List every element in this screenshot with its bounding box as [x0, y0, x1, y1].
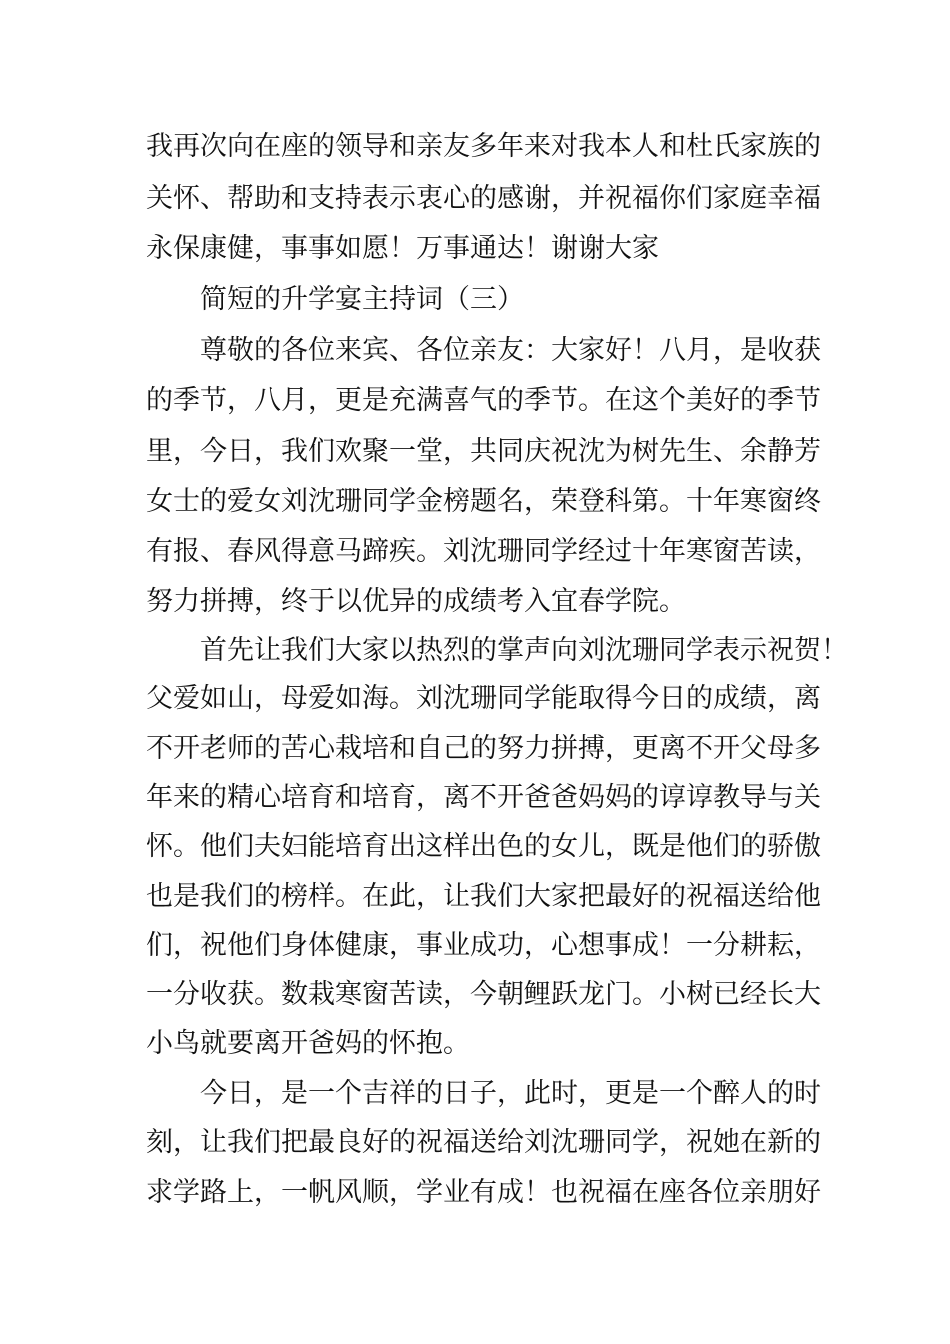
text-line: 们，祝他们身体健康，事业成功，心想事成！一分耕耘，	[146, 930, 821, 961]
text-line: 小鸟就要离开爸妈的怀抱。	[146, 1028, 470, 1059]
text-line: 今日，是一个吉祥的日子，此时，更是一个醉人的时	[200, 1078, 821, 1109]
text-line: 刻，让我们把最良好的祝福送给刘沈珊同学，祝她在新的	[146, 1127, 821, 1158]
text-line: 关怀、帮助和支持表示衷心的感谢，并祝福你们家庭幸福	[146, 183, 821, 214]
text-line: 年来的精心培育和培育，离不开爸爸妈妈的谆谆教导与关	[146, 782, 821, 813]
text-line: 的季节，八月，更是充满喜气的季节。在这个美好的季节	[146, 385, 821, 416]
text-line: 不开老师的苦心栽培和自己的努力拼搏，更离不开父母多	[146, 733, 821, 764]
text-line: 也是我们的榜样。在此，让我们大家把最好的祝福送给他	[146, 881, 821, 912]
text-line: 怀。他们夫妇能培育出这样出色的女儿，既是他们的骄傲	[146, 831, 821, 862]
text-line: 里，今日，我们欢聚一堂，共同庆祝沈为树先生、余静芳	[146, 436, 821, 467]
text-line: 求学路上，一帆风顺，学业有成！也祝福在座各位亲朋好	[146, 1177, 821, 1208]
text-line: 一分收获。数栽寒窗苦读，今朝鲤跃龙门。小树已经长大	[146, 979, 821, 1010]
section-heading: 简短的升学宴主持词（三）	[200, 284, 524, 315]
text-line: 父爱如山，母爱如海。刘沈珊同学能取得今日的成绩，离	[146, 683, 821, 714]
text-line: 尊敬的各位来宾、各位亲友：大家好！八月，是收获	[200, 335, 821, 366]
text-line: 努力拼搏，终于以优异的成绩考入宜春学院。	[146, 586, 686, 617]
text-line: 我再次向在座的领导和亲友多年来对我本人和杜氏家族的	[146, 131, 821, 162]
text-line: 女士的爱女刘沈珊同学金榜题名，荣登科第。十年寒窗终	[146, 486, 821, 517]
text-line: 首先让我们大家以热烈的掌声向刘沈珊同学表示祝贺！	[200, 635, 848, 666]
text-line: 永保康健，事事如愿！万事通达！谢谢大家	[146, 233, 659, 264]
text-line: 有报、春风得意马蹄疾。刘沈珊同学经过十年寒窗苦读，	[146, 536, 821, 567]
